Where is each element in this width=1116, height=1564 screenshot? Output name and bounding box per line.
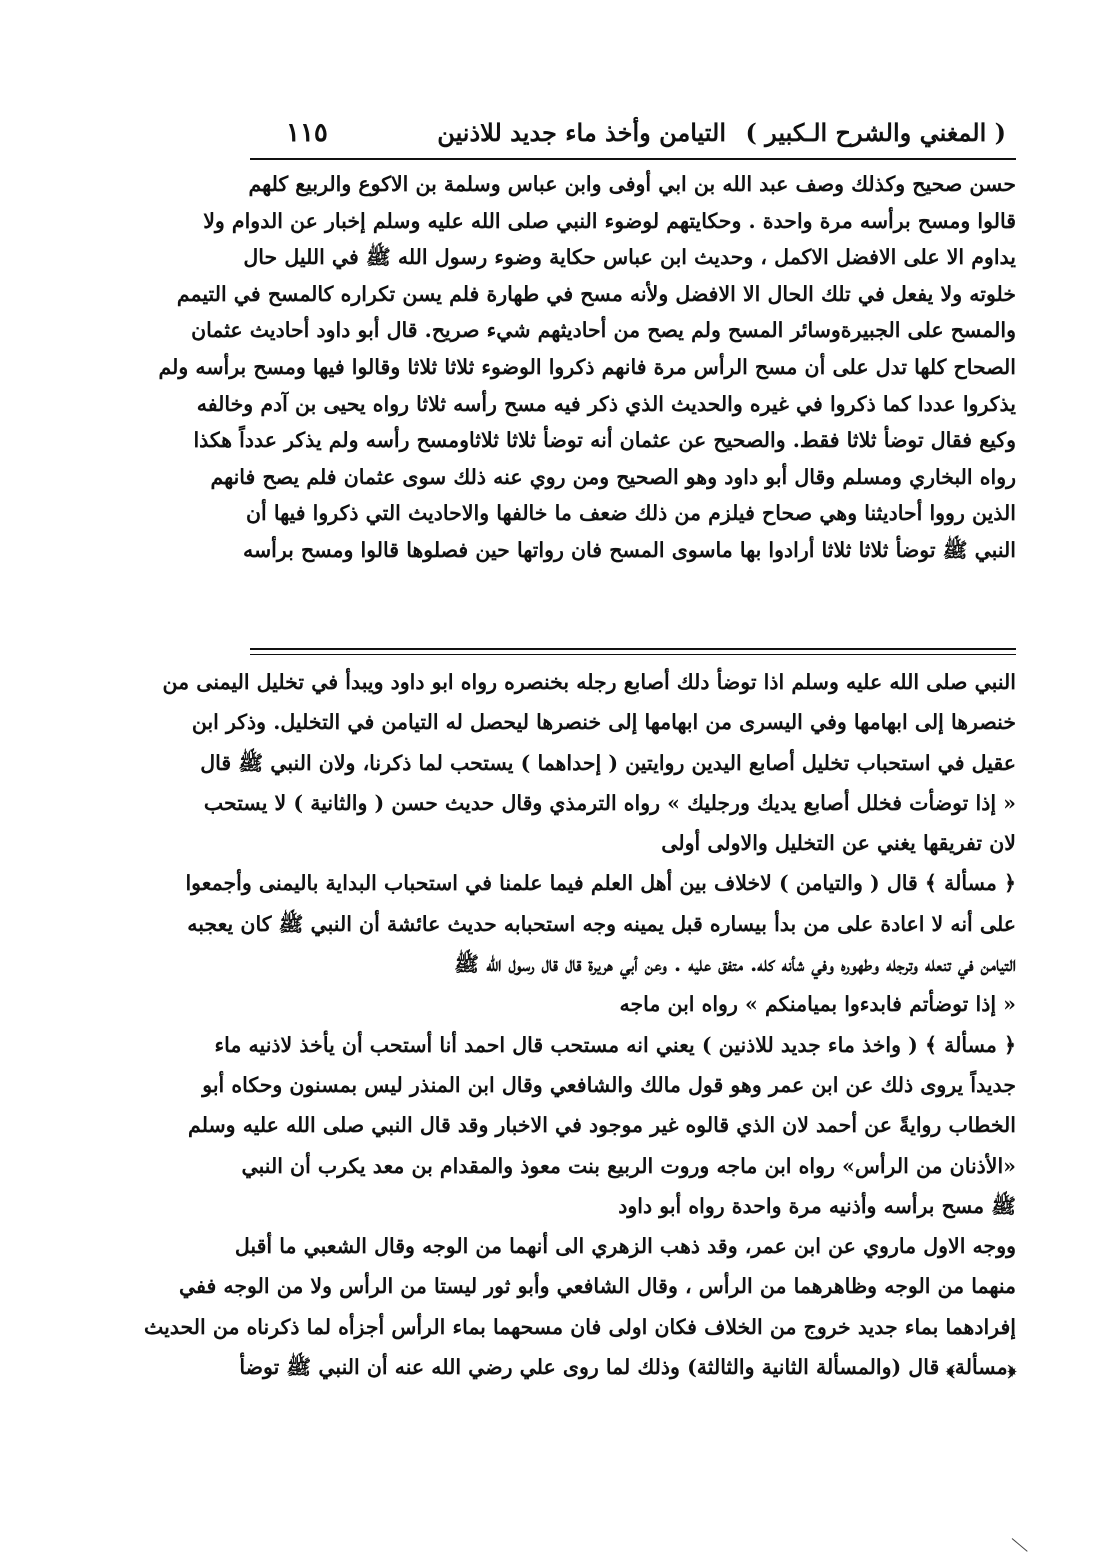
scan-mark	[1012, 1538, 1028, 1552]
main-text-line: والمسح على الجبيرةوسائر المسح ولم يصح من أحاديثهم شيء صريح. قال أبو داود أحاديث عثمان	[191, 318, 1016, 343]
commentary-line: « إذا توضأتم فابدءوا بميامنكم » رواه ابن ماجه	[619, 992, 1016, 1017]
commentary-line: ﴿مسألة﴾ قال (والمسألة الثانية والثالثة) وذلك لما روى علي رضي الله عنه أن النبي ﷺ توضأ	[239, 1355, 1016, 1380]
commentary-line: خنصرها إلى ابهامها وفي اليسرى من ابهامها إلى خنصرها ليحصل له التيامن في التخليل. وذكر ابن	[191, 710, 1016, 735]
main-text-block	[158, 166, 1016, 569]
section-divider-thin	[250, 654, 1016, 655]
main-text-line: حسن صحيح وكذلك وصف عبد الله بن ابي أوفى وابن عباس وسلمة بن الاكوع والربيع كلهم	[248, 172, 1016, 196]
main-text-line: يداوم الا على الافضل الاكمل ، وحديث ابن عباس حكاية وضوء رسول الله ﷺ في الليل حال	[243, 245, 1016, 270]
main-text-line: قالوا ومسح برأسه مرة واحدة . وحكايتهم لوضوء النبي صلى الله عليه وسلم إخبار عن الدوام ولا	[203, 208, 1016, 233]
chapter-title: التيامن وأخذ ماء جديد للاذنين	[437, 118, 726, 147]
main-text-line: رواه البخاري ومسلم وقال أبو داود وهو الصحيح ومن روي عنه ذلك سوى عثمان فلم يصح فانهم	[210, 464, 1016, 489]
commentary-line: منهما من الوجه وظاهرهما من الرأس ، وقال الشافعي وأبو ثور ليستا من الرأس ولا من الوجه ففي	[178, 1274, 1016, 1299]
commentary-line: الخطاب روايةً عن أحمد لان الذي قالوه غير موجود في الاخبار وقد قال النبي صلى الله عليه وسلم	[188, 1113, 1016, 1138]
commentary-line: النبي صلى الله عليه وسلم اذا توضأ دلك أصابع رجله بخنصره رواه ابو داود ويبدأ في تخليل اليمنى من	[162, 670, 1016, 694]
main-text-line: خلوته ولا يفعل في تلك الحال الا الافضل ولأنه مسح في طهارة فلم يسن تكراره كالمسح في التيمم	[176, 281, 1016, 306]
commentary-line: لان تفريقها يغني عن التخليل والاولى أولى	[661, 831, 1016, 856]
section-divider-thick	[250, 648, 1016, 650]
commentary-line: «الأذنان من الرأس» رواه ابن ماجه وروت الربيع بنت معوذ والمقدام بن معد يكرب أن النبي	[241, 1153, 1016, 1178]
header-divider	[250, 158, 1016, 160]
commentary-line: ﴿ مسألة ﴾ ( واخذ ماء جديد للاذنين ) يعني انه مستحب قال احمد أنا أستحب أن يأخذ لاذنيه ماء	[214, 1032, 1016, 1057]
main-text-line: الصحاح كلها تدل على أن مسح الرأس مرة فانهم ذكروا الوضوء ثلاثا ثلاثا وقالوا فيها ومسح برأسه ولم	[158, 354, 1016, 379]
commentary-line: إفرادهما بماء جديد خروج من الخلاف فكان اولى فان مسحهما بماء الرأس أجزأه لما ذكرناه من الحديث	[143, 1314, 1016, 1339]
commentary-line: التيامن في تنعله وترجله وطهوره وفي شأنه كله. متفق عليه . وعن أبي هريرة قال قال رسول الله ﷺ	[454, 952, 1016, 977]
commentary-line: على أنه لا اعادة على من بدأ بيساره قبل يمينه وجه استحبابه حديث عائشة أن النبي ﷺ كان يعجبه	[187, 911, 1016, 936]
commentary-line: ﴿ مسألة ﴾ قال ( والتيامن ) لاخلاف بين أهل العلم فيما علمنا في استحباب البداية باليمنى وأجمعوا	[185, 871, 1016, 896]
main-text-line: النبي ﷺ توضأ ثلاثا ثلاثا أرادوا بها ماسوى المسح فان رواتها حين فصلوها قالوا ومسح برأسه	[242, 537, 1016, 562]
main-text-line: يذكروا عددا كما ذكروا في غيره والحديث الذي ذكر فيه مسح رأسه ثلاثا رواه يحيى بن آدم وخالفه	[196, 391, 1016, 416]
commentary-line: جديداً يروى ذلك عن ابن عمر وهو قول مالك والشافعي وقال ابن المنذر ليس بمسنون وحكاه أبو	[202, 1072, 1016, 1097]
commentary-text-block	[143, 662, 1016, 1387]
book-title: ( المغني والشرح الـكبير )	[745, 118, 1006, 147]
running-header	[250, 112, 1016, 158]
page-number: ١١٥	[286, 118, 328, 148]
main-text-line: الذين رووا أحاديثنا وهي صحاح فيلزم من ذلك ضعف ما خالفها والاحاديث التي ذكروا فيها أن	[245, 501, 1016, 526]
commentary-line: عقيل في استحباب تخليل أصابع اليدين روايتين ( إحداهما ) يستحب لما ذكرنا، ولان النبي ﷺ قال	[200, 750, 1016, 775]
main-text-line: وكيع فقال توضأ ثلاثا فقط. والصحيح عن عثمان أنه توضأ ثلاثا ثلاثاومسح رأسه ولم يذكر عدداً هكذا	[193, 428, 1016, 453]
commentary-line: ووجه الاول ماروي عن ابن عمر، وقد ذهب الزهري الى أنهما من الوجه وقال الشعبي ما أقبل	[234, 1234, 1016, 1259]
commentary-line: « إذا توضأت فخلل أصابع يديك ورجليك » رواه الترمذي وقال حديث حسن ( والثانية ) لا يستحب	[203, 790, 1016, 815]
commentary-line: ﷺ مسح برأسه وأذنيه مرة واحدة رواه أبو داود	[618, 1193, 1016, 1218]
